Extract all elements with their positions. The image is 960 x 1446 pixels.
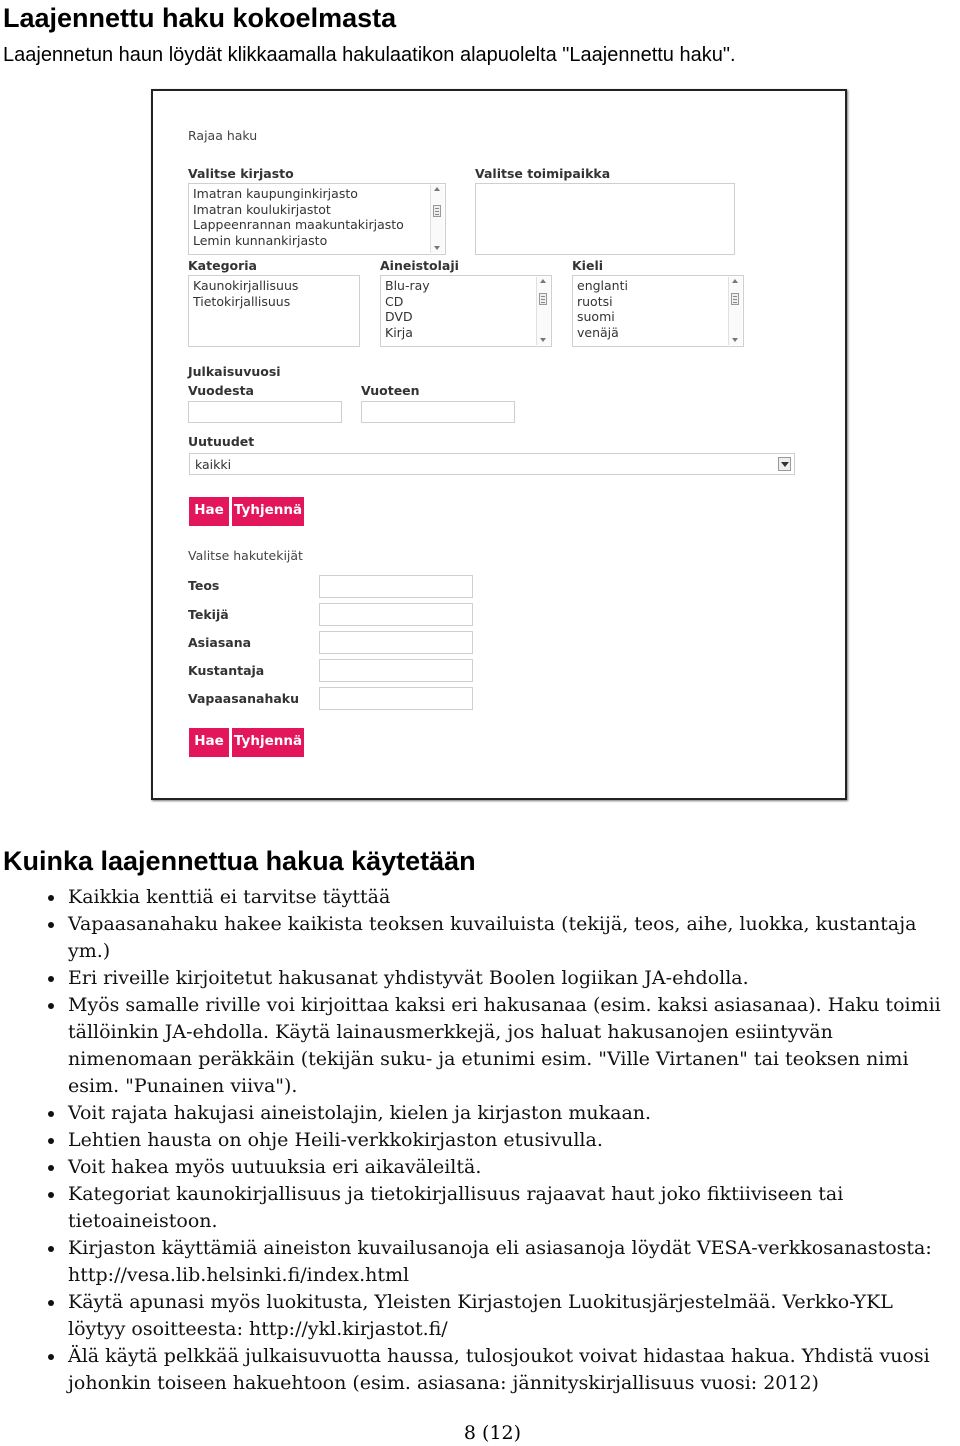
material-option[interactable]: CD [385,293,404,309]
field-label-asiasana: Asiasana [188,635,252,650]
library-option[interactable]: Imatran koulukirjastot [193,201,331,217]
search-button[interactable]: Hae [189,728,229,757]
list-item: Kirjaston käyttämiä aineiston kuvailusanoja eli asiasanoja löydät VESA-verkkosanastosta: http://vesa.lib.helsinki.fi/index.html [0,1235,960,1289]
category-option[interactable]: Kaunokirjallisuus [193,278,299,293]
branch-label: Valitse toimipaikka [475,166,611,181]
list-item: Voit hakea myös uutuuksia eri aikaväleiltä. [0,1154,960,1181]
category-listbox[interactable] [188,275,360,347]
list-item: Kaikkia kenttiä ei tarvitse täyttää [0,884,960,911]
publication-year-label: Julkaisuvuosi [188,364,281,379]
vapaasanahaku-input[interactable] [319,687,473,710]
scroll-thumb[interactable] [731,293,739,305]
scroll-thumb[interactable] [433,205,441,217]
rajaa-haku-heading: Rajaa haku [188,128,258,143]
scroll-up-icon[interactable] [434,187,440,191]
kustantaja-input[interactable] [319,659,473,682]
search-fields-heading: Valitse hakutekijät [188,548,303,563]
scroll-up-icon[interactable] [540,279,546,283]
section-heading: Kuinka laajennettua hakua käytetään [3,846,476,876]
material-scrollbar[interactable] [536,277,550,345]
search-button[interactable]: Hae [189,497,229,526]
field-label-tekija: Tekijä [188,607,229,622]
page-heading: Laajennettu haku kokoelmasta [3,3,397,33]
library-option[interactable]: Imatran kaupunginkirjasto [193,186,358,201]
list-item: Voit rajata hakujasi aineistolajin, kielen ja kirjaston mukaan. [0,1100,960,1127]
field-label-teos: Teos [188,578,220,593]
language-option[interactable]: englanti [577,278,628,293]
material-option[interactable]: Blu-ray [385,278,430,293]
clear-button[interactable]: Tyhjennä [232,497,304,526]
new-arrivals-label: Uutuudet [188,434,255,449]
usage-tips-list [0,884,960,1397]
language-option[interactable]: venäjä [577,324,619,340]
material-listbox[interactable] [380,275,552,347]
field-label-kustantaja: Kustantaja [188,663,265,678]
asiasana-input[interactable] [319,631,473,654]
list-item: Käytä apunasi myös luokitusta, Yleisten Kirjastojen Luokitusjärjestelmää. Verkko-YKL löytyy osoitteesta: http://ykl.kirjastot.fi/ [0,1289,960,1343]
new-arrivals-select[interactable] [189,453,795,475]
language-option[interactable]: ruotsi [577,293,613,309]
list-item: Älä käytä pelkkää julkaisuvuotta haussa, tulosjoukot voivat hidastaa hakua. Yhdistä vuosi johonkin toiseen hakuehtoon (esim. asiasana: jännityskirjallisuus vuosi: 2012) [0,1343,960,1397]
list-item: Kategoriat kaunokirjallisuus ja tietokirjallisuus rajaavat haut joko fiktiiviseen tai tietoaineistoon. [0,1181,960,1235]
tekija-input[interactable] [319,603,473,626]
list-item: Eri riveille kirjoitetut hakusanat yhdistyvät Boolen logiikan JA-ehdolla. [0,965,960,992]
scroll-down-icon[interactable] [434,246,440,250]
scroll-down-icon[interactable] [540,338,546,342]
material-label: Aineistolaji [380,258,459,273]
year-to-input[interactable] [361,401,515,423]
list-item: Lehtien hausta on ohje Heili-verkkokirjaston etusivulla. [0,1127,960,1154]
scroll-up-icon[interactable] [732,279,738,283]
new-arrivals-value: kaikki [195,457,232,472]
library-scrollbar[interactable] [430,185,444,253]
field-label-vapaasanahaku: Vapaasanahaku [188,691,299,706]
year-to-label: Vuoteen [361,383,420,398]
list-item: Myös samalle riville voi kirjoittaa kaksi eri hakusanaa (esim. kaksi asiasanaa). Haku toimii tällöinkin JA-ehdolla. Käytä lainausmerkkejä, jos haluat hakusanojen esiintyvän nimenomaan peräkkäin (tekijän suku- ja etunimi esim. "Ville Virtanen" tai teoksen nimi esim. "Punainen viiva"). [0,992,960,1100]
material-option[interactable]: DVD [385,309,413,324]
language-label: Kieli [572,258,604,273]
library-listbox[interactable] [188,183,446,255]
scroll-down-icon[interactable] [732,338,738,342]
advanced-search-screenshot [151,89,847,800]
language-listbox[interactable] [572,275,744,347]
intro-text: Laajennetun haun löydät klikkaamalla hakulaatikon alapuolelta "Laajennettu haku". [3,44,736,66]
category-option[interactable]: Tietokirjallisuus [193,293,291,309]
list-item: Vapaasanahaku hakee kaikista teoksen kuvailuista (tekijä, teos, aihe, luokka, kustantaja ym.) [0,911,960,965]
language-option[interactable]: suomi [577,309,615,324]
material-option[interactable]: Kirja [385,324,413,340]
library-option[interactable]: Lappeenrannan maakuntakirjasto [193,217,404,232]
library-option[interactable]: Lemin kunnankirjasto [193,232,328,248]
branch-listbox[interactable] [475,183,735,255]
page-number: 8 (12) [463,1422,522,1444]
library-label: Valitse kirjasto [188,166,294,181]
scroll-thumb[interactable] [539,293,547,305]
language-scrollbar[interactable] [728,277,742,345]
category-label: Kategoria [188,258,257,273]
clear-button[interactable]: Tyhjennä [232,728,304,757]
teos-input[interactable] [319,575,473,598]
chevron-down-icon[interactable] [778,457,791,471]
year-from-input[interactable] [188,401,342,423]
year-from-label: Vuodesta [188,383,254,398]
